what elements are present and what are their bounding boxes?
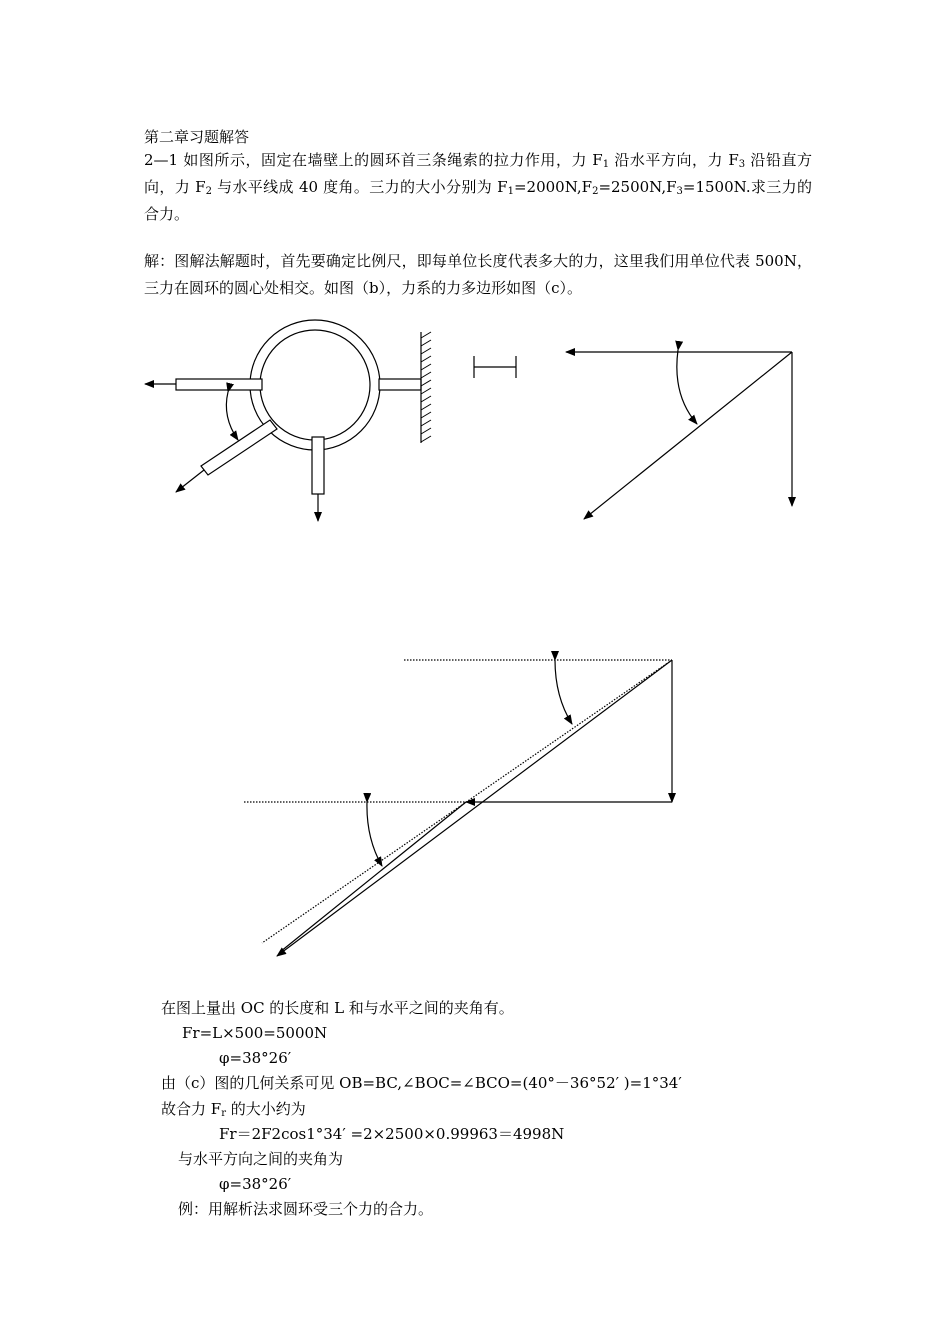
problem-text-1: 2—1 如图所示，固定在墙壁上的圆环首三条绳索的拉力作用，力 F xyxy=(144,151,603,169)
resultant-magnitude-label xyxy=(161,1099,306,1119)
problem-text-3: 沿铅直方向，力 F xyxy=(144,151,812,196)
problem-text-2: 沿水平方向，力 F xyxy=(609,151,739,169)
resultant-text: 故合力 F xyxy=(161,1100,222,1118)
fr-calculation: Fr＝2F2cos1°34′ =2×2500×0.99963＝4998N xyxy=(219,1125,565,1143)
resultant-text-end: 的大小约为 xyxy=(225,1100,306,1118)
problem-text-4: 与水平线成 40 度角。三力的大小分别为 F xyxy=(211,178,508,196)
force-polygon xyxy=(566,350,792,519)
measure-line: 在图上量出 OC 的长度和 L 和与水平之间的夹角有。 xyxy=(161,999,514,1017)
rope-vertical xyxy=(312,437,324,494)
problem-text-7: =1500N.求三力的合力。 xyxy=(144,178,812,223)
rope-diagonal xyxy=(201,420,277,475)
wall-hatching xyxy=(421,332,431,442)
scale-bar xyxy=(474,356,516,378)
resultant-diagram xyxy=(244,660,672,956)
heading: 第二章习题解答 xyxy=(144,128,250,146)
subscript: r xyxy=(221,1108,226,1119)
rope-horizontal xyxy=(176,379,262,390)
example-line: 例：用解析法求圆环受三个力的合力。 xyxy=(178,1200,434,1218)
subscript: 2 xyxy=(205,186,212,197)
solution-intro: 解：图解法解题时，首先要确定比例尺，即每单位长度代表多大的力，这里我们用单位代表 500N，三力在圆环的圆心处相交。如图（b），力系的力多边形如图（c）。 xyxy=(144,252,812,297)
subscript: 3 xyxy=(738,159,746,170)
phi-value-1: φ=38°26′ xyxy=(219,1049,292,1067)
ring-inner xyxy=(260,330,370,440)
subscript: 2 xyxy=(592,186,599,197)
problem-text-5: =2000N,F xyxy=(513,178,593,196)
fr-equation: Fr=L×500=5000N xyxy=(182,1024,328,1042)
phi-value-2: φ=38°26′ xyxy=(219,1175,292,1193)
angle-title: 与水平方向之间的夹角为 xyxy=(178,1150,344,1168)
force-arrow-f2 xyxy=(176,470,204,492)
subscript: 3 xyxy=(676,186,683,197)
subscript: 1 xyxy=(507,186,514,197)
angle-arc-a xyxy=(226,392,238,440)
subscript: 1 xyxy=(602,159,610,170)
rope-wall xyxy=(379,379,421,390)
problem-text-6: =2500N,F xyxy=(598,178,677,196)
geometry-relation: 由（c）图的几何关系可见 OB=BC,∠BOC=∠BCO=(40°－36°52′ )=1°34′ xyxy=(161,1074,682,1092)
